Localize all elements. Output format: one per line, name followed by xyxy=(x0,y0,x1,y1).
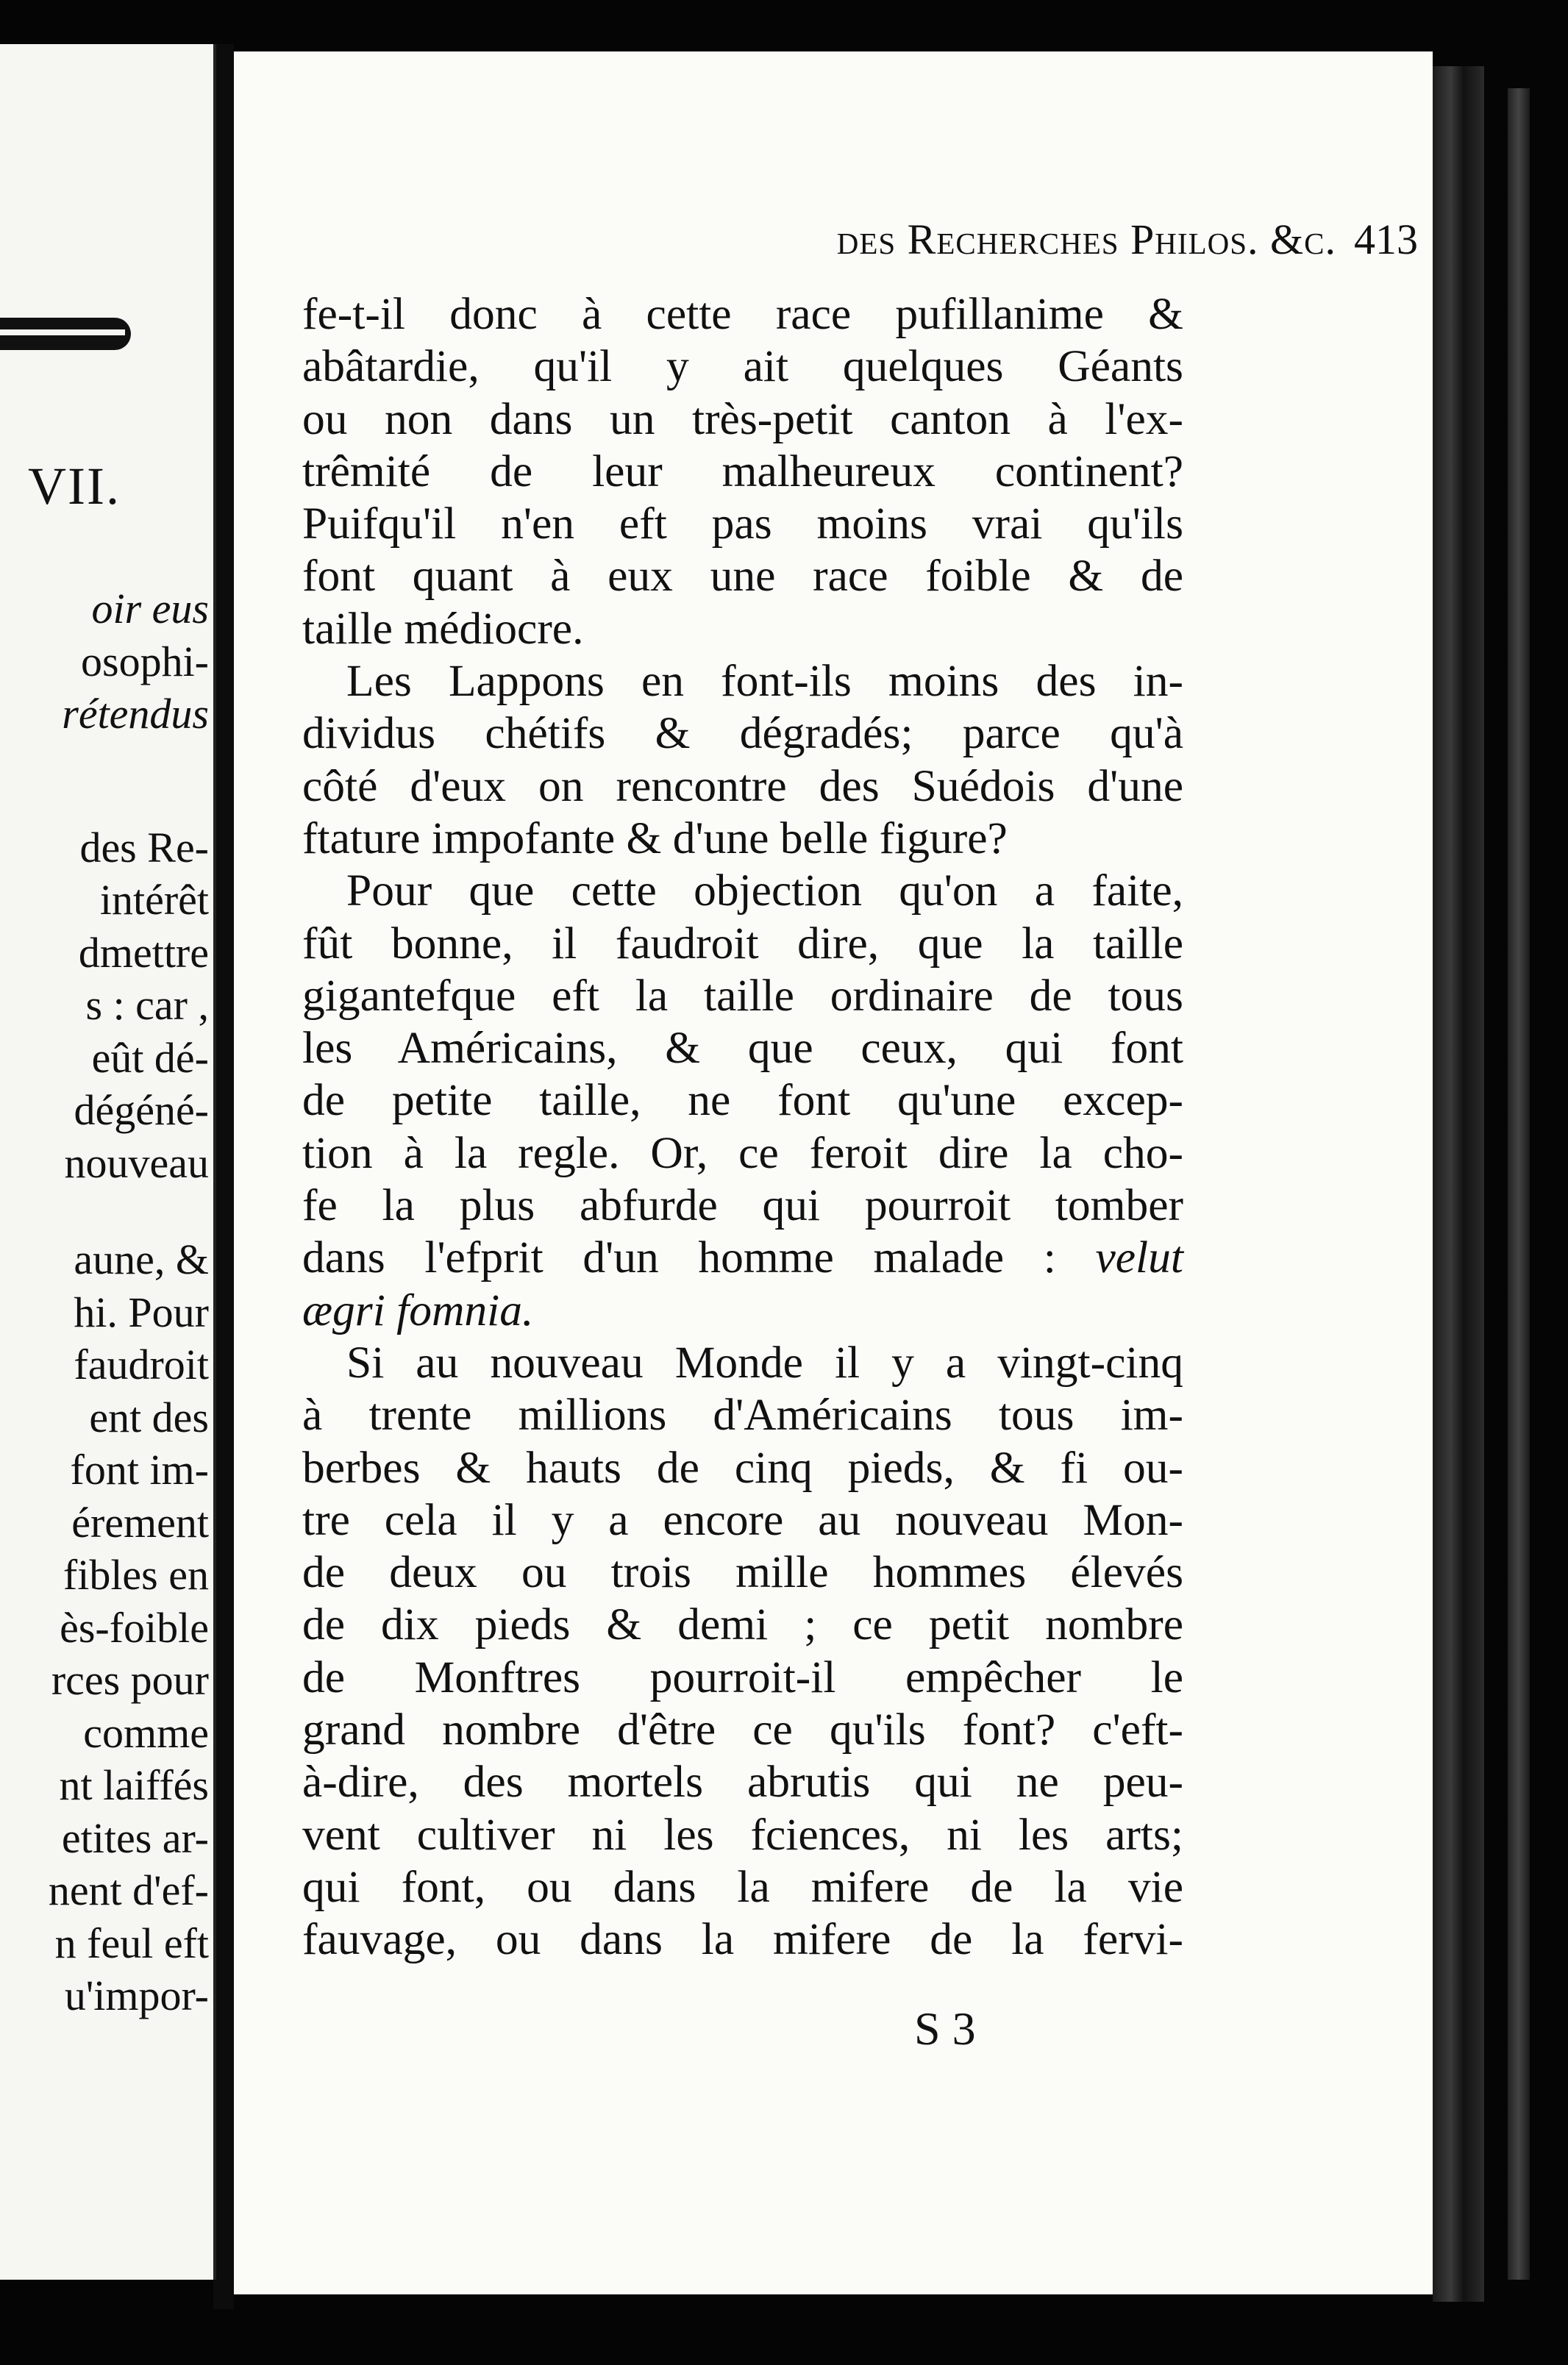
body-text-line xyxy=(302,393,1183,446)
signature-mark: S 3 xyxy=(914,2002,976,2055)
body-text-line xyxy=(302,1022,1183,1074)
line-text: berbes & hauts de cinq pieds, & fi ou- xyxy=(302,1442,1183,1493)
left-text-line: ès-foible xyxy=(60,1603,209,1652)
body-text-line xyxy=(302,970,1183,1022)
book-gutter xyxy=(213,44,234,2309)
line-text: les Américains, & que ceux, qui font xyxy=(302,1023,1183,1074)
line-text: gigantefque eft la taille ordinaire de tous xyxy=(302,970,1183,1021)
body-text-line xyxy=(302,1861,1183,1913)
line-text: à trente millions d'Américains tous im- xyxy=(302,1390,1183,1441)
line-text: Les Lappons en font-ils moins des in- xyxy=(346,656,1183,707)
body-text-line xyxy=(302,1547,1183,1599)
left-text-line: comme xyxy=(83,1708,209,1757)
left-text-line: font im- xyxy=(70,1446,209,1494)
body-text xyxy=(302,288,1183,1966)
body-text-line xyxy=(302,1074,1183,1127)
line-text: de Monftres pourroit-il empêcher le xyxy=(302,1652,1183,1702)
ornamental-rule xyxy=(0,318,131,350)
left-page xyxy=(0,44,216,2280)
body-text-line xyxy=(302,446,1183,498)
left-text-line: s : car , xyxy=(85,981,209,1029)
line-gap xyxy=(49,1189,209,1233)
book-fore-edge xyxy=(1433,66,1484,2302)
line-text: abâtardie, qu'il y ait quelques Géants xyxy=(302,341,1183,392)
line-text: tion à la regle. Or, ce feroit dire la cho- xyxy=(302,1127,1183,1178)
left-text-line: dégéné- xyxy=(74,1086,209,1134)
left-text-line: nt laiffés xyxy=(59,1761,209,1809)
left-text-line: oir eus xyxy=(91,585,209,632)
body-text-line xyxy=(302,1232,1183,1284)
body-text-line xyxy=(302,655,1183,707)
body-text-line xyxy=(302,1704,1183,1756)
body-text-line xyxy=(302,1180,1183,1232)
line-text: grand nombre d'être ce qu'ils font? c'eft- xyxy=(302,1705,1183,1755)
line-text: fût bonne, il faudroit dire, que la taille xyxy=(302,918,1183,969)
line-text: Pour que cette objection qu'on a faite, xyxy=(346,866,1183,916)
left-text-line: n feul eft xyxy=(54,1919,209,1967)
body-text-line xyxy=(302,1337,1183,1389)
left-text-line: etites ar- xyxy=(61,1813,209,1862)
running-header xyxy=(642,215,1418,264)
left-text-line: hi. Pour xyxy=(74,1288,209,1336)
line-text: Si au nouveau Monde il y a vingt-cinq xyxy=(346,1337,1183,1388)
line-gap xyxy=(49,741,209,821)
body-text-line xyxy=(302,550,1183,602)
book-edge-shadow xyxy=(1508,88,1530,2280)
body-text-line xyxy=(302,1494,1183,1547)
left-text-line: osophi- xyxy=(81,637,209,685)
left-text-line: aune, & xyxy=(74,1235,209,1283)
line-text: ftature impofante & d'une belle figure? xyxy=(302,813,1008,863)
line-text: à-dire, des mortels abrutis qui ne peu- xyxy=(302,1757,1183,1808)
body-text-line xyxy=(302,1442,1183,1494)
body-text-line xyxy=(302,1913,1183,1966)
body-text-line xyxy=(302,918,1183,970)
left-text-line: érement xyxy=(71,1498,209,1547)
left-text-line: fibles en xyxy=(63,1551,209,1599)
body-text-line xyxy=(302,813,1183,865)
left-text-line: rétendus xyxy=(62,690,209,738)
body-text-line xyxy=(302,760,1183,813)
left-page-text xyxy=(49,582,209,2022)
line-text: dividus chétifs & dégradés; parce qu'à xyxy=(302,708,1183,759)
body-text-line xyxy=(302,1599,1183,1651)
line-text: de deux ou trois mille hommes élevés xyxy=(302,1547,1183,1598)
body-text-line xyxy=(302,1652,1183,1704)
body-text-line xyxy=(302,707,1183,760)
line-text: ægri fomnia. xyxy=(302,1285,534,1335)
left-text-line: des Re- xyxy=(79,823,209,871)
line-text: taille médiocre. xyxy=(302,603,584,654)
body-text-line xyxy=(302,1809,1183,1861)
line-text: fe-t-il donc à cette race pufillanime & xyxy=(302,289,1183,339)
italic-fragment: velut xyxy=(1095,1233,1183,1283)
body-text-line xyxy=(302,603,1183,655)
left-text-line: eût dé- xyxy=(91,1033,209,1082)
line-text: font quant à eux une race foible & de xyxy=(302,551,1183,602)
body-text-line xyxy=(302,1756,1183,1808)
line-text: qui font, ou dans la mifere de la vie xyxy=(302,1861,1183,1912)
left-text-line: nent d'ef- xyxy=(48,1866,209,1914)
line-text: tre cela il y a encore au nouveau Mon- xyxy=(302,1494,1183,1545)
left-text-line: ent des xyxy=(89,1393,209,1441)
left-text-line: intérêt xyxy=(99,876,209,924)
left-text-line: nouveau xyxy=(64,1138,209,1187)
line-text: trêmité de leur malheureux continent? xyxy=(302,446,1183,496)
body-text-line xyxy=(302,340,1183,393)
line-text: côté d'eux on rencontre des Suédois d'une xyxy=(302,760,1183,811)
body-text-line xyxy=(302,288,1183,340)
line-text: de dix pieds & demi ; ce petit nombre xyxy=(302,1599,1183,1650)
left-text-line: u'impor- xyxy=(64,1972,209,2019)
body-text-line xyxy=(302,865,1183,917)
body-text-line xyxy=(302,498,1183,550)
line-text: fe la plus abfurde qui pourroit tomber xyxy=(302,1180,1183,1231)
line-text: ou non dans un très-petit canton à l'ex- xyxy=(302,393,1183,444)
line-text: Puifqu'il n'en eft pas moins vrai qu'ils xyxy=(302,499,1183,549)
left-text-line: dmettre xyxy=(78,928,209,977)
line-text: fauvage, ou dans la mifere de la fervi- xyxy=(302,1914,1183,1965)
body-text-line xyxy=(302,1285,1183,1337)
right-page xyxy=(234,51,1433,2294)
left-text-line: rces pour xyxy=(51,1656,209,1704)
line-text: de petite taille, ne font qu'une excep- xyxy=(302,1075,1183,1126)
running-title: des Recherches Philos. &c. xyxy=(836,215,1336,263)
body-text-line xyxy=(302,1389,1183,1441)
line-text: vent cultiver ni les fciences, ni les arts; xyxy=(302,1809,1183,1860)
page-number: 413 xyxy=(1354,215,1418,263)
line-text: dans l'efprit d'un homme malade : xyxy=(302,1233,1056,1283)
left-text-line: faudroit xyxy=(74,1341,209,1388)
body-text-line xyxy=(302,1127,1183,1180)
chapter-heading-fragment: VII. xyxy=(28,457,121,516)
